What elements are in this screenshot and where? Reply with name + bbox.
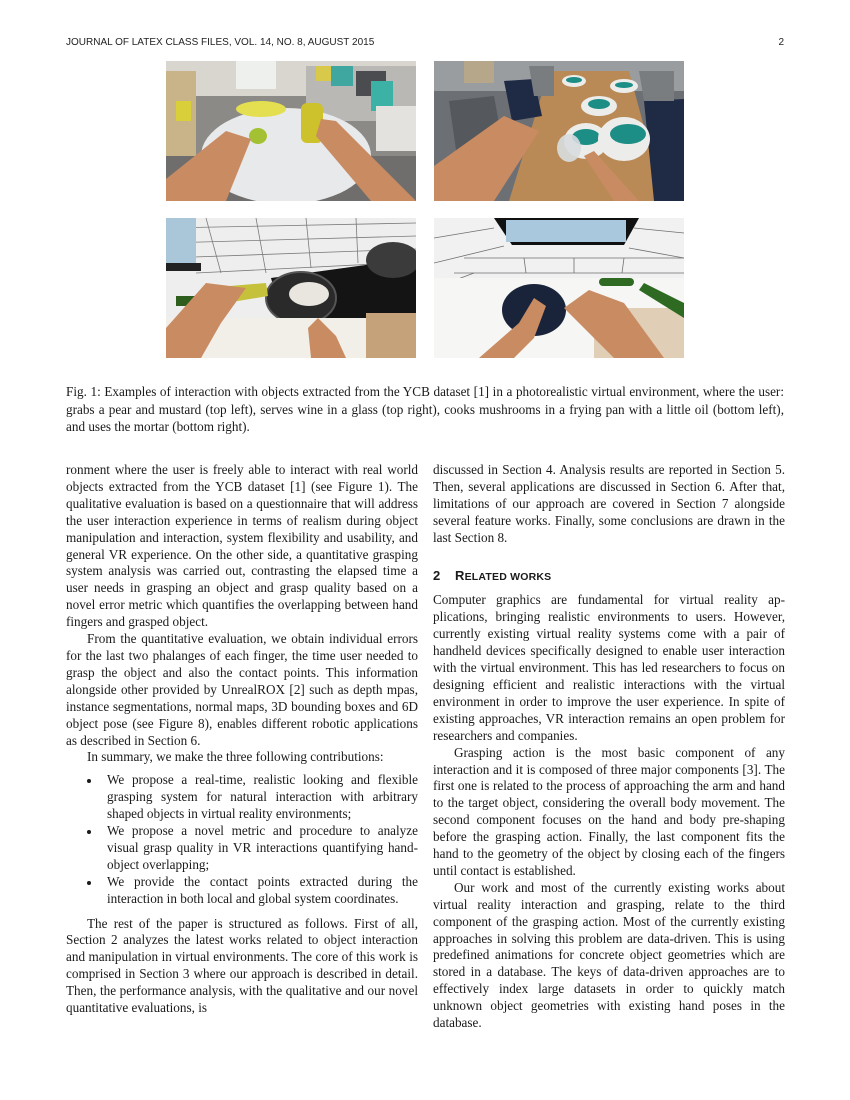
page-number: 2 [778,37,784,48]
section-title-initial: R [455,567,465,583]
figure-panel-top-right [434,61,684,201]
list-item-text: We propose a real-time, realistic looking and flexible grasping system for natural interaction with arbitrary shaped objects in virtual reality environments; [107,772,418,822]
paragraph: From the quantitative evaluation, we obtain individual errors for the last two phalanges of each finger, the time user needed to grasp the object and also the contact points. This information alongside other provided by UnrealROX [2] such as depth mpas, instance segmentations, normal maps, 3D bounding boxes and 6D object pose (see Figure 8), enables different robotic applications as described in Section 6. [66,631,418,748]
list-item [66,772,418,823]
dining-table-scene-image [434,61,684,201]
list-item-text: We propose a novel metric and procedure to analyze visual grasp quality in VR interactions quantifying hand-object overlapping; [107,823,418,872]
kitchen-mortar-scene-image [434,218,684,358]
paragraph: Our work and most of the currently existing works about virtual reality interaction and grasping, relate to the third component of the grasping action. Most of the currently existing approaches in solving this problem are data-driven. This is using predefined animations for concrete object geometries which are stored in a database. The keys of data-driven approaches are to effectively index large datasets in order to quickly match unknown object geometries with existing hand poses in the database. [433,879,785,1031]
bullet-icon [87,881,91,885]
living-room-scene-image [166,61,416,201]
journal-title: JOURNAL OF LATEX CLASS FILES, VOL. 14, NO. 8, AUGUST 2015 [66,37,375,48]
bullet-icon [87,830,91,834]
list-item-text: We provide the contact points extracted during the interaction in both local and global system coordinates. [107,873,418,906]
figure-panel-bottom-right [434,218,684,358]
bullet-icon [87,779,91,783]
kitchen-stove-scene-image [166,218,416,358]
right-column [433,462,785,1032]
section-number: 2 [433,567,441,583]
paragraph: Computer graphics are fundamental for virtual reality applications, bringing realistic environments to users. However, currently existing virtual reality systems come with a pair of handheld devices specifically designed to enable user interaction with the virtual environment. This has led researchers to focus on designing efficient and realistic interactions with the virtual environment in order to improve the user experience. In spite of existing approaches, VR interaction remains an open problem for researchers and companies. [433,592,785,743]
running-header [66,37,784,48]
list-item [66,874,418,908]
figure-panel-top-left [166,61,416,201]
paragraph: Grasping action is the most basic component of any interaction and it is composed of three major components [3]. The first one is related to the process of approaching the arm and hand to the target object, considering the overall body movement. The second component focuses on the hand and body pre-shaping before the grasping action. Finally, the last component fits the hand to the geometry of the object by closing each of the fingers until contact is established. [433,744,785,878]
list-item [66,823,418,874]
paragraph: discussed in Section 4. Analysis results are reported in Section 5. Then, several applications are discussed in Section 6. After that, limitations of our approach are covered in Section 7 alongside several feature works. Finally, some conclusions are drawn in the last Section 8. [433,462,785,545]
section-heading [433,568,785,586]
paragraph: ronment where the user is freely able to interact with real world objects extracted from the YCB dataset [1] (see Figure 1). The qualitative evaluation is based on a questionnaire that will address the user interaction experience in terms of realism during object manipulation and interaction, system flexibility and usability, and general VR experience. On the other side, a quantitative grasping system analysis was carried out, contrasting the elapsed time a user needs in grasping an object and grasp quality based on a novel error metric which quantifies the overlapping between hand fingers and grasped object. [66,462,418,630]
contributions-list [66,772,418,907]
section-title-rest: ELATED WORKS [464,570,552,583]
paragraph: In summary, we make the three following contributions: [87,749,384,765]
left-column [66,462,418,1017]
figure-panel-bottom-left [166,218,416,358]
figure-caption: Fig. 1: Examples of interaction with objects extracted from the YCB dataset [1] in a photorealistic virtual environment, where the user: grabs a pear and mustard (top left), serves wine in a glass (top right), cooks mushrooms in a frying pan with a little oil (bottom left), and uses the mortar (bottom right). [66,384,784,434]
paragraph: The rest of the paper is structured as follows. First of all, Section 2 analyzes the latest works related to object interaction and manipulation in virtual environments. The core of this work is comprised in Section 3 where our approach is described in detail. Then, the performance analysis, with the qualitative and our novel quantitative evaluations, is [66,915,418,1016]
